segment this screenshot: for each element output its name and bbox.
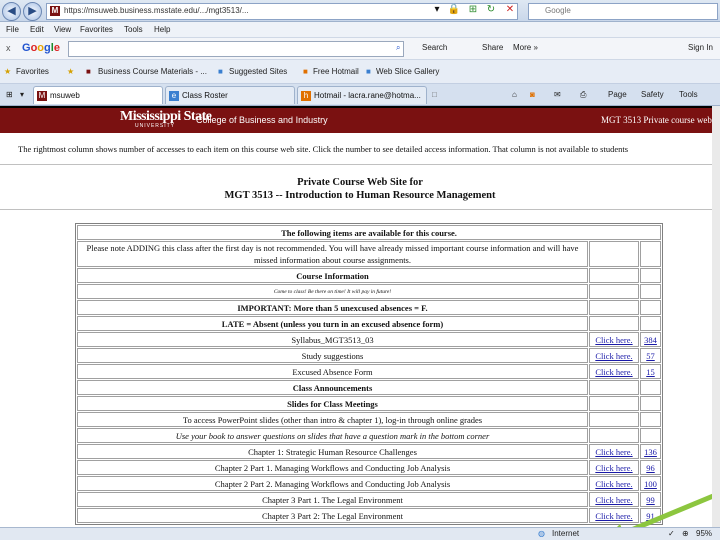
- access-note: The rightmost column shows number of accesses to each item on this course web site. Click the number to see detailed access information. That column is not available to students: [18, 144, 629, 154]
- table-row: [77, 300, 661, 315]
- item-text: Class Announcements: [77, 380, 588, 395]
- click-here-link[interactable]: Click here.: [589, 476, 639, 491]
- click-here-link[interactable]: Click here.: [589, 492, 639, 507]
- empty-cell: [589, 428, 639, 443]
- access-count-link[interactable]: 384: [640, 332, 661, 347]
- menu-edit[interactable]: Edit: [30, 25, 44, 34]
- forward-arrow-icon[interactable]: ▶: [23, 2, 42, 21]
- table-row: [77, 268, 661, 283]
- green-arrow-annotation: [590, 486, 720, 527]
- menu-bar: [0, 22, 720, 38]
- empty-cell: [589, 316, 639, 331]
- table-header-row: [77, 225, 661, 240]
- page-title: [0, 176, 720, 202]
- url-text: https://msuweb.business.msstate.edu/.../mgt3513/...: [64, 6, 249, 15]
- tab-msuweb[interactable]: [33, 86, 163, 104]
- empty-cell: [589, 396, 639, 411]
- zoom-icon[interactable]: ⊕: [682, 529, 689, 538]
- hotmail-icon: h: [301, 91, 311, 101]
- table-row: [77, 444, 661, 459]
- new-tab-icon[interactable]: □: [432, 90, 437, 99]
- college-name: College of Business and Industry: [196, 115, 328, 125]
- print-icon[interactable]: ⎙: [580, 90, 587, 99]
- table-row: [77, 316, 661, 331]
- back-arrow-icon[interactable]: ◀: [2, 2, 21, 21]
- empty-cell: [640, 412, 661, 427]
- table-row: [77, 284, 661, 299]
- favorite-page-icon: ■: [218, 67, 223, 76]
- tab-bar: [0, 84, 720, 106]
- empty-cell: [640, 284, 661, 299]
- favorites-bar: [0, 60, 720, 84]
- empty-cell: [640, 268, 661, 283]
- divider: [0, 164, 720, 165]
- table-row: [77, 396, 661, 411]
- msu-logo[interactable]: Mississippi State: [120, 109, 212, 124]
- site-header: [0, 106, 720, 133]
- refresh-icon[interactable]: ↻: [486, 4, 496, 15]
- tools-menu[interactable]: Tools: [679, 90, 698, 99]
- page-icon: e: [169, 91, 179, 101]
- google-search-input[interactable]: [68, 41, 404, 57]
- stop-icon[interactable]: ✕: [505, 4, 515, 15]
- tab-hotmail[interactable]: [297, 86, 427, 104]
- table-row: [77, 428, 661, 443]
- empty-cell: [589, 412, 639, 427]
- favorite-item[interactable]: Business Course Materials - ...: [98, 67, 207, 76]
- protected-mode-icon[interactable]: ✓: [668, 529, 675, 538]
- address-bar: [0, 0, 720, 22]
- item-text: Chapter 2 Part 2. Managing Workflows and Conducting Job Analysis: [77, 476, 588, 491]
- feeds-icon[interactable]: ◙: [530, 90, 535, 99]
- table-row: [77, 241, 661, 267]
- menu-tools[interactable]: Tools: [124, 25, 143, 34]
- click-here-link[interactable]: Click here.: [589, 444, 639, 459]
- table-row: [77, 348, 661, 363]
- click-here-link[interactable]: Click here.: [589, 508, 639, 523]
- empty-cell: [589, 241, 639, 267]
- home-icon[interactable]: ⌂: [512, 90, 517, 99]
- item-text: Chapter 1: Strategic Human Resource Challenges: [77, 444, 588, 459]
- google-share-button[interactable]: Share: [482, 43, 504, 52]
- menu-help[interactable]: Help: [154, 25, 171, 34]
- empty-cell: [640, 396, 661, 411]
- globe-icon: ◍: [538, 529, 545, 538]
- empty-cell: [640, 380, 661, 395]
- favorite-page-icon: ■: [366, 67, 371, 76]
- course-header: MGT 3513 Private course web: [601, 115, 712, 125]
- click-here-link[interactable]: Click here.: [589, 460, 639, 475]
- page-menu[interactable]: Page: [608, 90, 627, 99]
- item-text: LATE = Absent (unless you turn in an excused absence form): [77, 316, 588, 331]
- item-text: Please note ADDING this class after the first day is not recommended. You will have already missed important course information and will have missed information about course assignments.: [77, 241, 588, 267]
- access-count-link[interactable]: 96: [640, 460, 661, 475]
- click-here-link[interactable]: Click here.: [589, 348, 639, 363]
- click-here-link[interactable]: Click here.: [589, 364, 639, 379]
- favorites-button[interactable]: Favorites: [16, 67, 49, 76]
- table-row: [77, 364, 661, 379]
- table-row: [77, 412, 661, 427]
- access-count-link[interactable]: 91: [640, 508, 661, 523]
- status-bar: [0, 527, 720, 540]
- item-text: Chapter 3 Part 2: The Legal Environment: [77, 508, 588, 523]
- item-text: Slides for Class Meetings: [77, 396, 588, 411]
- safety-menu[interactable]: Safety: [641, 90, 664, 99]
- menu-favorites[interactable]: Favorites: [80, 25, 113, 34]
- item-text: Course Information: [77, 268, 588, 283]
- site-favicon-icon: M: [51, 6, 59, 15]
- item-text: Use your book to answer questions on slides that have a question mark in the bottom corner: [77, 428, 588, 443]
- vertical-scrollbar[interactable]: [712, 106, 720, 527]
- empty-cell: [589, 268, 639, 283]
- compatibility-icon[interactable]: ⊞: [468, 4, 478, 15]
- empty-cell: [589, 284, 639, 299]
- favorite-item[interactable]: Web Slice Gallery: [376, 67, 440, 76]
- table-heading: The following items are available for this course.: [77, 225, 661, 240]
- close-icon[interactable]: x: [6, 43, 11, 53]
- tab-label: msuweb: [50, 91, 80, 100]
- tab-class-roster[interactable]: [165, 86, 295, 104]
- access-count-link[interactable]: 136: [640, 444, 661, 459]
- zone-label: Internet: [552, 529, 580, 538]
- empty-cell: [589, 380, 639, 395]
- divider: [0, 209, 720, 210]
- empty-cell: [640, 241, 661, 267]
- mail-icon[interactable]: ✉: [554, 90, 561, 99]
- table-row: [77, 476, 661, 491]
- google-signin-button[interactable]: Sign In: [688, 43, 713, 52]
- item-text: IMPORTANT: More than 5 unexcused absences = F.: [77, 300, 588, 315]
- table-row: [77, 492, 661, 507]
- tab-label: Hotmail - lacra.rane@hotma...: [314, 91, 421, 100]
- item-text: Chapter 2 Part 1. Managing Workflows and Conducting Job Analysis: [77, 460, 588, 475]
- course-items-table: [75, 223, 663, 525]
- msu-logo-sub: UNIVERSITY: [135, 123, 176, 129]
- access-count-link[interactable]: 100: [640, 476, 661, 491]
- table-row: [77, 508, 661, 523]
- favorite-item[interactable]: Free Hotmail: [313, 67, 359, 76]
- search-icon[interactable]: ⌕: [396, 43, 401, 52]
- page-title-line2: MGT 3513 -- Introduction to Human Resource Management: [224, 190, 496, 201]
- lock-icon[interactable]: 🔒: [447, 4, 461, 15]
- item-text: Excused Absence Form: [77, 364, 588, 379]
- table-row: [77, 380, 661, 395]
- add-favorite-icon[interactable]: ★: [67, 67, 75, 76]
- quick-tabs-icon[interactable]: ⊞: [6, 90, 13, 99]
- tab-list-icon[interactable]: ▾: [20, 90, 25, 99]
- dropdown-icon[interactable]: ▾: [434, 4, 440, 15]
- search-input[interactable]: [528, 3, 718, 20]
- item-text: Study suggestions: [77, 348, 588, 363]
- google-logo: Google: [22, 42, 60, 54]
- google-search-button[interactable]: Search: [422, 43, 448, 52]
- tab-label: Class Roster: [182, 91, 228, 100]
- google-more-button[interactable]: More »: [513, 43, 538, 52]
- item-text: Come to class! Be there on time! It will pay in future!: [77, 284, 588, 299]
- msu-favicon-icon: M: [38, 91, 46, 100]
- zoom-level[interactable]: 95%: [696, 529, 713, 538]
- favorite-item[interactable]: Suggested Sites: [229, 67, 288, 76]
- favorites-star-icon: ★: [4, 67, 12, 76]
- item-text: To access PowerPoint slides (other than intro & chapter 1), log-in through online grades: [77, 412, 588, 427]
- favorite-page-icon: ■: [86, 67, 91, 76]
- page-title-line1: Private Course Web Site for: [297, 177, 423, 188]
- access-count-link[interactable]: 15: [640, 364, 661, 379]
- access-count-link[interactable]: 57: [640, 348, 661, 363]
- item-text: Chapter 3 Part 1. The Legal Environment: [77, 492, 588, 507]
- table-row: [77, 460, 661, 475]
- menu-file[interactable]: File: [6, 25, 19, 34]
- empty-cell: [640, 300, 661, 315]
- click-here-link[interactable]: Click here.: [589, 332, 639, 347]
- empty-cell: [640, 316, 661, 331]
- empty-cell: [640, 428, 661, 443]
- access-count-link[interactable]: 99: [640, 492, 661, 507]
- item-text: Syllabus_MGT3513_03: [77, 332, 588, 347]
- page-content: [0, 106, 720, 527]
- menu-view[interactable]: View: [54, 25, 72, 34]
- empty-cell: [589, 300, 639, 315]
- search-engine-label: Google: [545, 6, 571, 15]
- table-row: [77, 332, 661, 347]
- favorite-page-icon: ■: [303, 67, 308, 76]
- google-toolbar: [0, 38, 720, 60]
